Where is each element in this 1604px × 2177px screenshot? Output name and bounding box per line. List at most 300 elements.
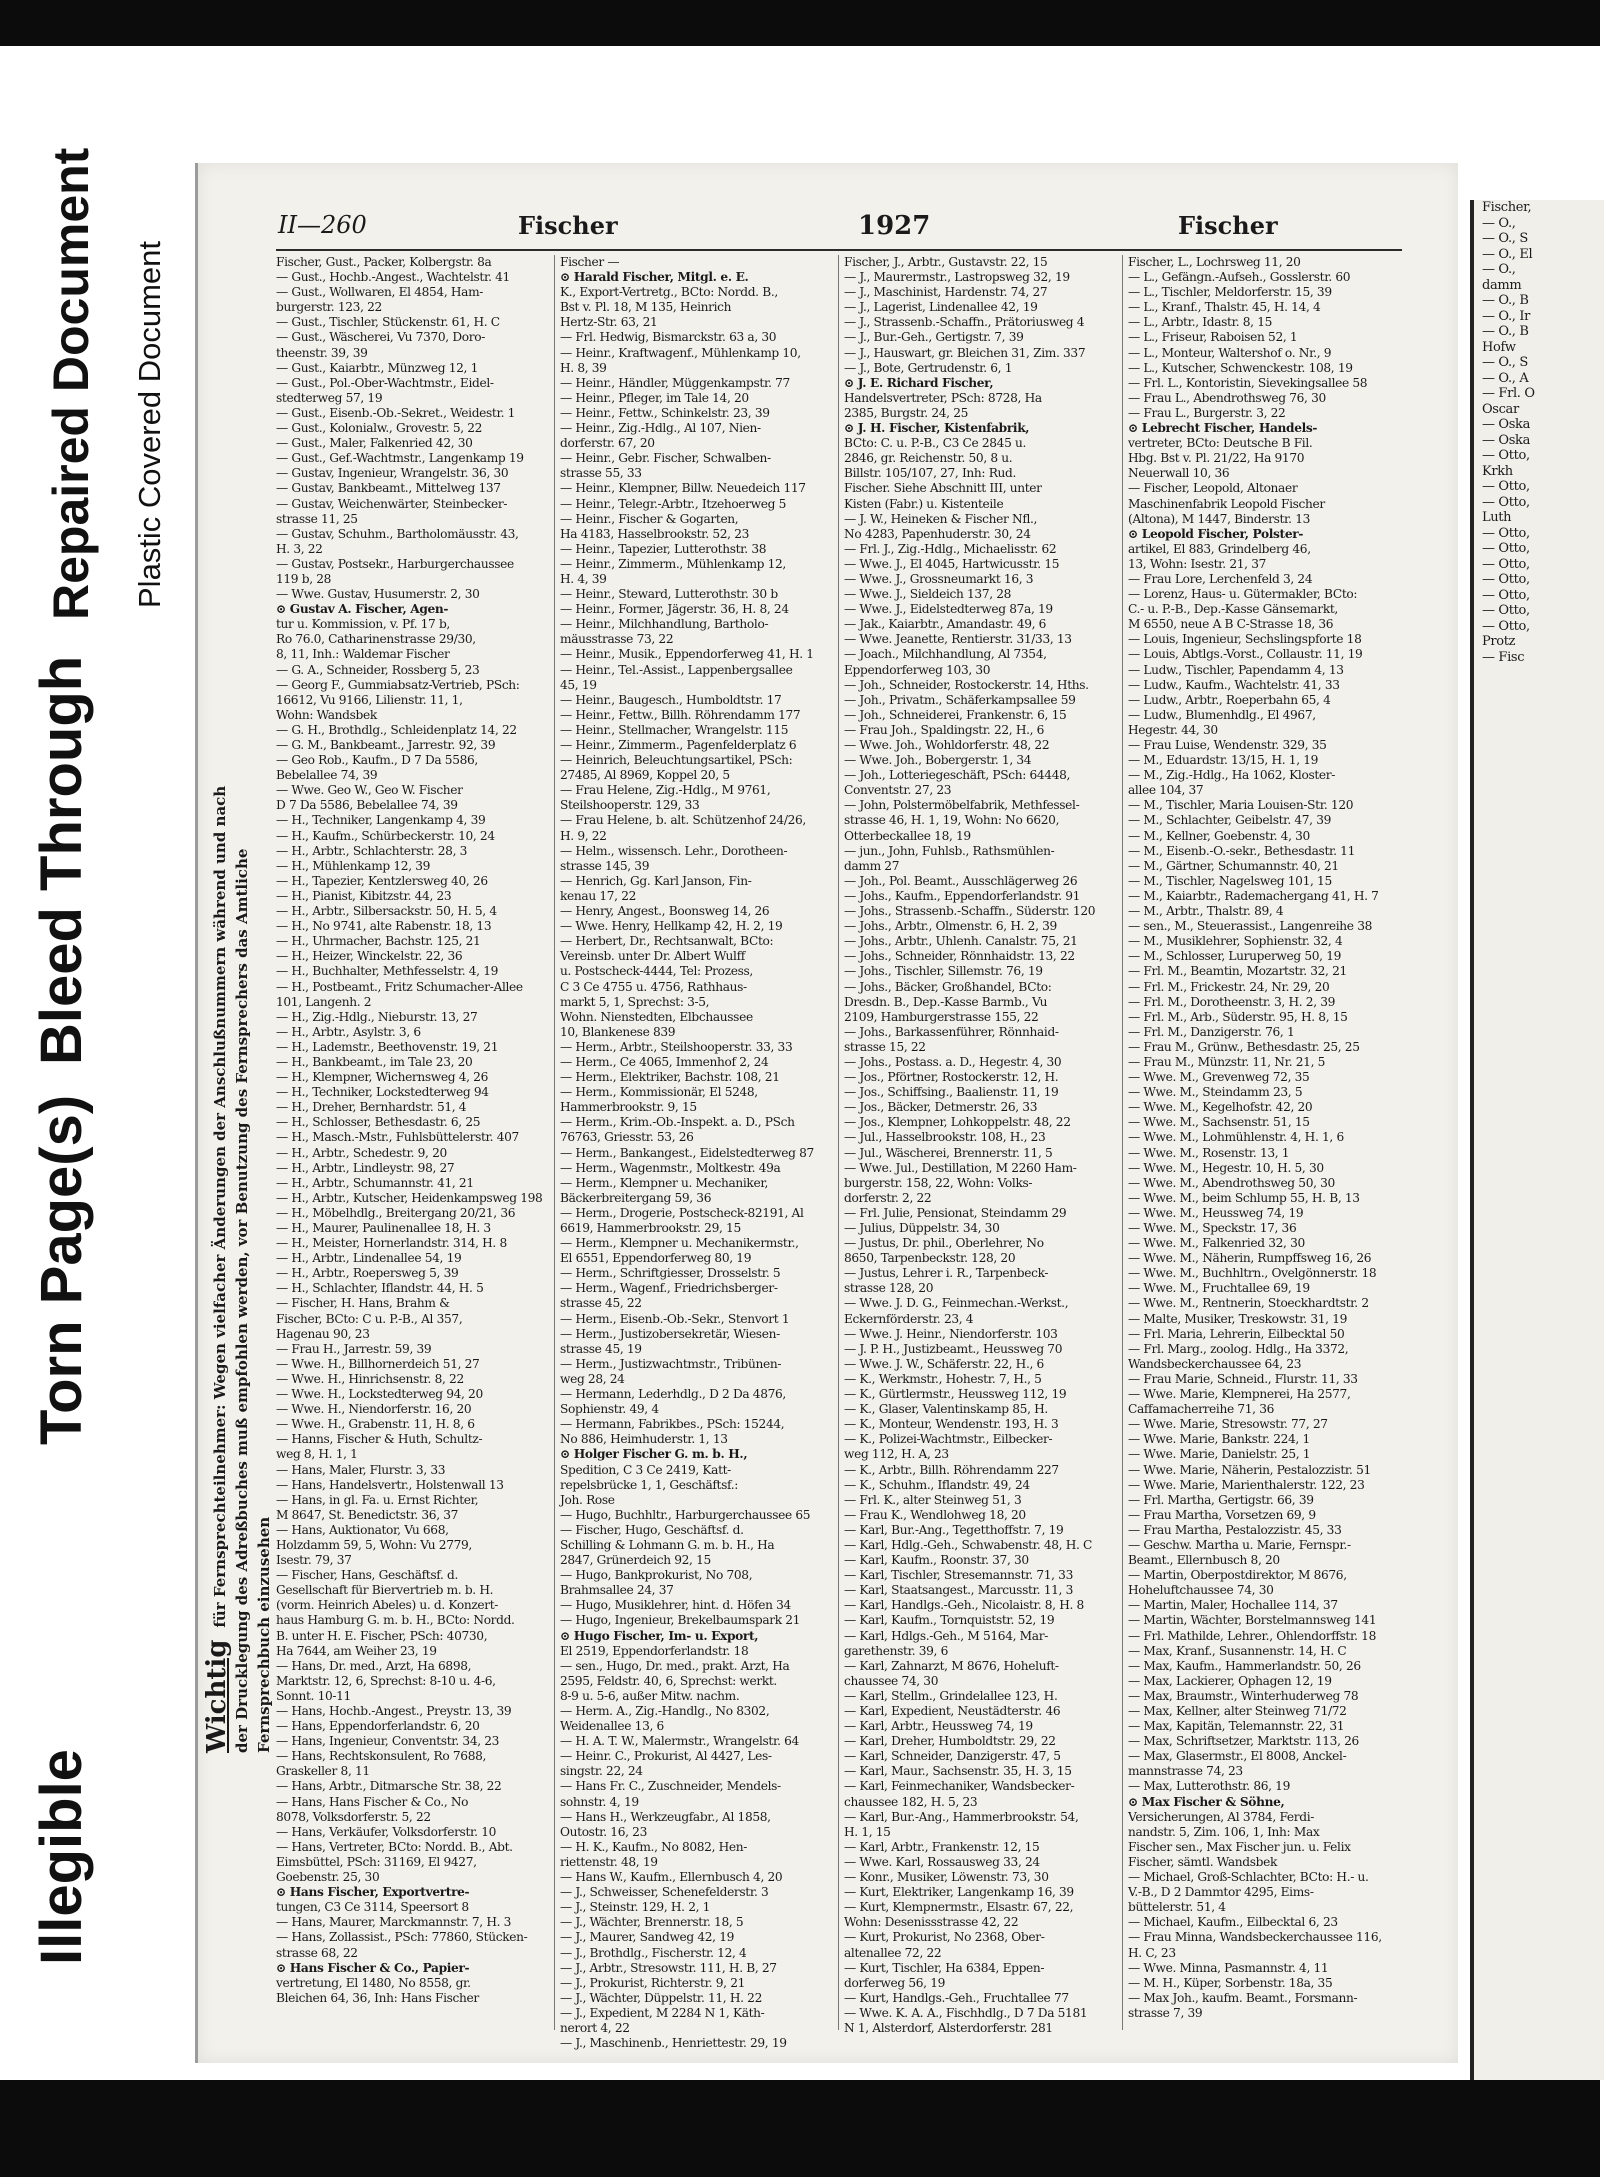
directory-entry: B. unter H. E. Fischer, PSch: 40730,	[276, 1628, 488, 1643]
directory-entry: — Frau Martha, Vorsetzen 69, 9	[1128, 1507, 1316, 1522]
directory-entry: — Karl, Handlgs.-Geh., Nicolaistr. 8, H. 8	[844, 1598, 1084, 1613]
directory-entry: — Herm., Kommissionär, El 5248,	[560, 1085, 758, 1100]
directory-entry: — J., Bote, Gertrudenstr. 6, 1	[844, 360, 1013, 375]
directory-entry: El 6551, Eppendorferweg 80, 19	[560, 1251, 752, 1266]
page-number: II—260	[278, 211, 367, 239]
directory-entry: — H., Arbtr., Schumannstr. 41, 21	[276, 1175, 474, 1190]
directory-entry: — Martin, Wächter, Borstelmannsweg 141	[1128, 1613, 1377, 1628]
fragment-line: — Otto,	[1482, 603, 1530, 618]
directory-entry: 2847, Grünerdeich 92, 15	[560, 1553, 711, 1568]
directory-entry: — Max, Kranf., Susannenstr. 14, H. C	[1128, 1643, 1347, 1658]
directory-entry: — Frl. L., Kontoristin, Sievekingsallee 58	[1128, 375, 1368, 390]
fragment-line: — Oska	[1482, 417, 1530, 432]
directory-entry: — Jos., Bäcker, Detmerstr. 26, 33	[844, 1100, 1038, 1115]
directory-entry: 8, 11, Inh.: Waldemar Fischer	[276, 647, 450, 662]
directory-entry: — Wwe. Marie, Danielstr. 25, 1	[1128, 1447, 1311, 1462]
directory-entry: V.-B., D 2 Dammtor 4295, Eims-	[1128, 1885, 1314, 1900]
directory-entry: — Max, Kaufm., Hammerlandstr. 50, 26	[1128, 1658, 1361, 1673]
directory-entry: riettenstr. 48, 19	[560, 1854, 658, 1869]
directory-entry: H. 8, 39	[560, 360, 607, 375]
directory-entry: — Frau M., Münzstr. 11, Nr. 21, 5	[1128, 1054, 1326, 1069]
directory-entry: — Heinr. C., Prokurist, Al 4427, Les-	[560, 1749, 772, 1764]
directory-entry: — Herm., Ce 4065, Immenhof 2, 24	[560, 1054, 769, 1069]
directory-entry: — Heinr., Pfleger, im Tale 14, 20	[560, 390, 749, 405]
directory-entry: — Karl, Schneider, Danzigerstr. 47, 5	[844, 1749, 1061, 1764]
fragment-line: Luth	[1482, 510, 1512, 525]
directory-entry: Weidenallee 13, 6	[560, 1719, 664, 1734]
directory-entry: — Jos., Pförtner, Rostockerstr. 12, H.	[844, 1070, 1059, 1085]
directory-entry: Bäckerbreitergang 59, 36	[560, 1190, 712, 1205]
directory-entry: — Kurt, Handlgs.-Geh., Fruchtallee 77	[844, 1990, 1069, 2005]
directory-entry: — Henry, Angest., Boonsweg 14, 26	[560, 904, 770, 919]
directory-entry: — J., Lagerist, Lindenallee 42, 19	[844, 300, 1038, 315]
directory-entry: — Wwe. M., Rosenstr. 13, 1	[1128, 1145, 1290, 1160]
directory-entry: — Frau H., Jarrestr. 59, 39	[276, 1341, 432, 1356]
directory-entry: — J., Brothdlg., Fischerstr. 12, 4	[560, 1945, 747, 1960]
directory-entry: — Wwe. Geo W., Geo W. Fischer	[276, 783, 463, 798]
directory-entry: — H., Arbtr., Roepersweg 5, 39	[276, 1266, 459, 1281]
directory-entry: — K., Gürtlermstr., Heussweg 112, 19	[844, 1387, 1067, 1402]
directory-entry: Isestr. 79, 37	[276, 1553, 352, 1568]
directory-entry: — H., No 9741, alte Rabenstr. 18, 13	[276, 919, 492, 934]
directory-entry: — Karl, Maur., Sachsenstr. 35, H. 3, 15	[844, 1764, 1072, 1779]
directory-entry: Eckernförderstr. 23, 4	[844, 1311, 974, 1326]
directory-entry: altenallee 72, 22	[844, 1945, 942, 1960]
directory-entry: — sen., M., Steuerassist., Langenreihe 38	[1128, 919, 1372, 934]
directory-entry: — Hans, Dr. med., Arzt, Ha 6898,	[276, 1658, 472, 1673]
directory-entry: 101, Langenh. 2	[276, 994, 372, 1009]
directory-entry: — Michael, Kaufm., Eilbecktal 6, 23	[1128, 1915, 1338, 1930]
directory-entry: — Wwe. J., Eidelstedterweg 87a, 19	[844, 602, 1053, 617]
directory-entry: stedterweg 57, 19	[276, 390, 383, 405]
directory-entry: — Jos., Klempner, Lohkoppelstr. 48, 22	[844, 1115, 1071, 1130]
directory-entry: — Wwe. J., Grossneumarkt 16, 3	[844, 571, 1034, 586]
fragment-line: Krkh	[1482, 463, 1513, 479]
directory-entry: — J., Expedient, M 2284 N 1, Käth-	[560, 2005, 765, 2020]
directory-entry: — G. A., Schneider, Rossberg 5, 23	[276, 662, 480, 677]
directory-entry: tur u. Kommission, v. Pf. 17 b,	[276, 617, 450, 632]
directory-entry: — Ludw., Blumenhdlg., El 4967,	[1128, 707, 1316, 722]
directory-entry: — Malte, Musiker, Treskowstr. 31, 19	[1128, 1311, 1348, 1326]
directory-entry: — H., Arbtr., Kutscher, Heidenkampsweg 198	[276, 1190, 543, 1205]
directory-entry: — Johs., Postass. a. D., Hegestr. 4, 30	[844, 1054, 1062, 1069]
directory-entry: — Hans, Handelsvertr., Holstenwall 13	[276, 1477, 504, 1492]
directory-entry: — Wwe. M., Rentnerin, Stoeckhardtstr. 2	[1128, 1296, 1369, 1311]
directory-entry: — Gust., Hochb.-Angest., Wachtelstr. 41	[276, 270, 510, 285]
directory-entry: 2109, Hamburgerstrasse 155, 22	[844, 1009, 1039, 1024]
directory-entry: — H., Techniker, Lockstedterweg 94	[276, 1085, 489, 1100]
directory-entry: Wohn. Nienstedten, Elbchaussee	[560, 1009, 753, 1024]
directory-entry: — Wwe. H., Niendorferstr. 16, 20	[276, 1402, 472, 1417]
fragment-line: — Oska	[1482, 432, 1530, 448]
directory-entry: Fischer, BCto: C u. P.-B., Al 357,	[276, 1311, 463, 1326]
directory-entry: strasse 145, 39	[560, 858, 650, 873]
label-torn-pages: Torn Page(s)	[29, 1094, 94, 1445]
directory-entry: H. 3, 22	[276, 541, 323, 556]
directory-entry: 8-9 u. 5-6, außer Mitw. nachm.	[560, 1688, 740, 1703]
directory-entry: 16612, Vu 9166, Lilienstr. 11, 1,	[276, 692, 463, 707]
directory-entry: Gesellschaft für Biervertrieb m. b. H.	[276, 1583, 494, 1598]
directory-entry: — Kurt, Tischler, Ha 6384, Eppen-	[844, 1960, 1045, 1975]
directory-entry: strasse 55, 33	[560, 466, 642, 481]
fragment-line: — O., B	[1482, 293, 1529, 308]
directory-entry: — Wwe. Henry, Hellkamp 42, H. 2, 19	[560, 919, 783, 934]
directory-entry: 119 b, 28	[276, 571, 332, 586]
fragment-line: — O., A	[1482, 370, 1529, 386]
directory-entry: ⊙ Hans Fischer, Exportvertre-	[276, 1885, 470, 1900]
directory-entry: — Frau L., Burgerstr. 3, 22	[1128, 405, 1286, 420]
directory-entry: M 8647, St. Benedictstr. 36, 37	[276, 1507, 459, 1522]
directory-entry: — Jul., Wäscherei, Brennerstr. 11, 5	[844, 1145, 1053, 1160]
directory-entry: — Hugo, Buchhltr., Harburgerchaussee 65	[560, 1507, 811, 1522]
directory-entry: — L., Kranf., Thalstr. 45, H. 14, 4	[1128, 300, 1321, 315]
directory-entry: — Frl. M., Danzigerstr. 76, 1	[1128, 1024, 1295, 1039]
directory-entry: kenau 17, 22	[560, 888, 637, 903]
directory-entry: strasse 45, 22	[560, 1296, 642, 1311]
directory-entry: 2385, Burgstr. 24, 25	[844, 405, 968, 420]
directory-entry: — Joh., Pol. Beamt., Ausschlägerweg 26	[844, 873, 1078, 888]
directory-entry: — Frl. M., Arb., Süderstr. 95, H. 8, 15	[1128, 1009, 1348, 1024]
directory-entry: — Geschw. Martha u. Marie, Fernspr.-	[1128, 1537, 1351, 1552]
directory-entry: H. 1, 15	[844, 1824, 891, 1839]
directory-entry: — L., Gefängn.-Aufseh., Gosslerstr. 60	[1128, 270, 1351, 285]
directory-entry: — Helm., wissensch. Lehr., Dorotheen-	[560, 843, 788, 858]
directory-entry: — Frl. Mathilde, Lehrer., Ohlendorffstr. 18	[1128, 1628, 1376, 1643]
directory-entry: — Wwe. Jeanette, Rentierstr. 31/33, 13	[844, 632, 1072, 647]
directory-entry: — Wwe. H., Billhornerdeich 51, 27	[276, 1356, 480, 1371]
directory-entry: Hbg. Bst v. Pl. 21/22, Ha 9170	[1128, 451, 1305, 466]
directory-entry: — Max, Glasermstr., El 8008, Anckel-	[1128, 1749, 1347, 1764]
directory-entry: — Wwe. J., El 4045, Hartwicusstr. 15	[844, 556, 1060, 571]
directory-entry: — Karl, Hdlgs.-Geh., M 5164, Mar-	[844, 1628, 1048, 1643]
directory-entry: Versicherungen, Al 3784, Ferdi-	[1128, 1809, 1315, 1824]
directory-entry: Kisten (Fabr.) u. Kistenteile	[844, 496, 1004, 511]
directory-entry: — L., Arbtr., Idastr. 8, 15	[1128, 315, 1273, 330]
directory-entry: — Frau K., Wendlohweg 18, 20	[844, 1507, 1026, 1522]
directory-entry: strasse 128, 20	[844, 1281, 934, 1296]
directory-entry: — M., Eisenb.-O.-sekr., Bethesdastr. 11	[1128, 843, 1355, 858]
directory-entry: — K., Arbtr., Billh. Röhrendamm 227	[844, 1462, 1059, 1477]
directory-entry: — Heinr., Stellmacher, Wrangelstr. 115	[560, 722, 789, 737]
directory-entry: Outostr. 16, 23	[560, 1824, 647, 1839]
directory-entry: vertretung, El 1480, No 8558, gr.	[276, 1975, 471, 1990]
fragment-line: — Otto,	[1482, 479, 1530, 494]
directory-entry: burgerstr. 158, 22, Wohn: Volks-	[844, 1175, 1033, 1190]
directory-entry: (vorm. Heinrich Abeles) u. d. Konzert-	[276, 1598, 499, 1613]
directory-entry: — Gust., Kaiarbtr., Münzweg 12, 1	[276, 360, 478, 375]
directory-entry: — Karl, Stellm., Grindelallee 123, H.	[844, 1688, 1058, 1703]
directory-entry: — H., Bankbeamt., im Tale 23, 20	[276, 1054, 473, 1069]
directory-entry: — Karl, Arbtr., Frankenstr. 12, 15	[844, 1839, 1040, 1854]
directory-entry: — J., Maurer, Sandweg 42, 19	[560, 1930, 735, 1945]
directory-entry: — H., Heizer, Winckelstr. 22, 36	[276, 949, 463, 964]
directory-entry: — Frau Joh., Spaldingstr. 22, H., 6	[844, 722, 1045, 737]
directory-entry: allee 104, 37	[1128, 783, 1204, 798]
directory-entry: — Herm., Eisenb.-Ob.-Sekr., Stenvort 1	[560, 1311, 790, 1326]
directory-entry: — Herm., Wagenmstr., Moltkestr. 49a	[560, 1160, 781, 1175]
notice-text: für Fernsprechteilnehmer: Wegen vielfacher Änderungen der Anschlußnummern während und nach der Drucklegung des Adreßbuches muß empfohlen werden, vor Benutzung des Fernsprechers das Amtliche Fernsprechbuch einzusehen	[211, 785, 273, 1753]
directory-entry: — Heinr., Steward, Lutterothstr. 30 b	[560, 587, 778, 602]
fragment-line: — Otto,	[1482, 556, 1530, 572]
directory-entry: — Wwe. H., Grabenstr. 11, H. 8, 6	[276, 1417, 475, 1432]
directory-entry: — Wwe. M., Abendrothsweg 50, 30	[1128, 1175, 1335, 1190]
directory-entry: — Karl, Bur.-Ang., Tegetthoffstr. 7, 19	[844, 1522, 1064, 1537]
directory-entry: Bst v. Pl. 18, M 135, Heinrich	[560, 300, 732, 315]
directory-entry: — jun., John, Fuhlsb., Rathsmühlen-	[844, 843, 1055, 858]
directory-entry: — Justus, Dr. phil., Oberlehrer, No	[844, 1236, 1044, 1251]
directory-entry: dorferweg 56, 19	[844, 1975, 945, 1990]
directory-entry: ⊙ Gustav A. Fischer, Agen-	[276, 602, 449, 617]
directory-entry: — Heinr., Fettw., Billh. Röhrendamm 177	[560, 707, 801, 722]
directory-entry: — Wwe. Minna, Pasmannstr. 4, 11	[1128, 1960, 1329, 1975]
directory-entry: — Heinr., Musik., Eppendorferweg 41, H. 1	[560, 647, 814, 662]
directory-entry: — Julius, Düppelstr. 34, 30	[844, 1221, 1000, 1235]
directory-entry: — Heinr., Tapezier, Lutterothstr. 38	[560, 541, 767, 556]
directory-entry: — Gust., Gef.-Wachtmstr., Langenkamp 19	[276, 451, 524, 466]
directory-entry: — Joach., Milchhandlung, Al 7354,	[844, 647, 1047, 662]
directory-entry: strasse 15, 22	[844, 1039, 926, 1054]
directory-entry: Sonnt. 10-11	[276, 1688, 351, 1703]
directory-entry: — Karl, Zahnarzt, M 8676, Hoheluft-	[844, 1658, 1059, 1673]
telephone-notice	[202, 753, 275, 1753]
directory-entry: — Wwe. H., Lockstedterweg 94, 20	[276, 1387, 483, 1402]
directory-entry: — Johs., Arbtr., Olmenstr. 6, H. 2, 39	[844, 919, 1057, 934]
directory-entry: Fischer, Gust., Packer, Kolbergstr. 8a	[276, 255, 492, 269]
directory-entry: — Hugo, Musiklehrer, hint. d. Höfen 34	[560, 1598, 791, 1613]
directory-entry: — Johs., Strassenb.-Schaffn., Süderstr. 120	[844, 904, 1096, 919]
directory-entry: — Wwe. K. A. A., Fischhdlg., D 7 Da 5181	[844, 2005, 1088, 2020]
directory-entry: 8650, Tarpenbeckstr. 128, 20	[844, 1251, 1016, 1266]
directory-entry: — Frl. Julie, Pensionat, Steindamm 29	[844, 1205, 1067, 1220]
directory-entry: — Hermann, Lederhdlg., D 2 Da 4876,	[560, 1387, 786, 1402]
directory-entry: — Hans W., Kaufm., Ellernbusch 4, 20	[560, 1870, 783, 1885]
directory-entry: — Frau Helene, b. alt. Schützenhof 24/26,	[560, 813, 806, 828]
directory-entry: — Frl. Hedwig, Bismarckstr. 63 a, 30	[560, 330, 777, 345]
fragment-line: — O., B	[1482, 324, 1529, 339]
directory-entry: — Heinr., Gebr. Fischer, Schwalben-	[560, 451, 771, 466]
directory-entry: — Wwe. Marie, Klempnerei, Ha 2577,	[1128, 1387, 1351, 1402]
fragment-line: — O., S	[1482, 231, 1528, 246]
directory-entry: — Karl, Kaufm., Roonstr. 37, 30	[844, 1553, 1029, 1568]
directory-entry: Sophienstr. 49, 4	[560, 1402, 659, 1417]
directory-entry: — Herm., Klempner u. Mechanikermstr.,	[560, 1236, 799, 1251]
directory-entry: — Frau L., Abendrothsweg 76, 30	[1128, 390, 1326, 405]
directory-entry: — H., Arbtr., Lindleystr. 98, 27	[276, 1160, 455, 1175]
fragment-line: — Otto,	[1482, 494, 1530, 510]
directory-entry: — M., Kaiarbtr., Rademachergang 41, H. 7	[1128, 888, 1379, 903]
directory-entry: — Wwe. J. D. G., Feinmechan.-Werkst.,	[844, 1296, 1069, 1311]
directory-entry: — Jul., Hasselbrookstr. 108, H., 23	[844, 1130, 1046, 1145]
directory-entry: — Frl. M., Dorotheenstr. 3, H. 2, 39	[1128, 994, 1336, 1009]
directory-entry: — H., Arbtr., Asylstr. 3, 6	[276, 1024, 421, 1039]
directory-entry: strasse 68, 22	[276, 1945, 358, 1960]
directory-entry: — H., Uhrmacher, Bachstr. 125, 21	[276, 934, 481, 949]
directory-entry: — Gust., Wäscherei, Vu 7370, Doro-	[276, 330, 485, 345]
directory-entry: — Louis, Ingenieur, Sechslingspforte 18	[1128, 632, 1362, 647]
directory-entry: — M., Tischler, Nagelsweg 101, 15	[1128, 873, 1332, 888]
directory-entry: — Jak., Kaiarbtr., Amandastr. 49, 6	[844, 617, 1047, 632]
directory-entry: — Hans Fr. C., Zuschneider, Mendels-	[560, 1779, 781, 1794]
directory-entry: strasse 46, H. 1, 19, Wohn: No 6620,	[844, 813, 1060, 828]
directory-columns	[276, 255, 1406, 2055]
directory-entry: ⊙ J. E. Richard Fischer,	[844, 375, 994, 390]
directory-entry: — M., Schlachter, Geibelstr. 47, 39	[1128, 813, 1332, 828]
directory-entry: — L., Friseur, Raboisen 52, 1	[1128, 330, 1298, 345]
directory-entry: — Joh., Schneiderei, Frankenstr. 6, 15	[844, 707, 1067, 722]
directory-entry: ⊙ Hugo Fischer, Im- u. Export,	[560, 1628, 759, 1643]
directory-entry: — Frl. K., alter Steinweg 51, 3	[844, 1492, 1022, 1507]
head-name-right: Fischer	[1178, 211, 1278, 240]
directory-entry: — Heinr., Milchhandlung, Bartholo-	[560, 617, 769, 632]
directory-entry: — J., Maurermstr., Lastropsweg 32, 19	[844, 270, 1070, 285]
directory-entry: — Max, Lutterothstr. 86, 19	[1128, 1779, 1290, 1794]
directory-entry: — K., Polizei-Wachtmstr., Eilbecker-	[844, 1432, 1053, 1447]
directory-entry: — Heinr., Baugesch., Humboldtstr. 17	[560, 692, 782, 707]
directory-entry: — K., Monteur, Wendenstr. 193, H. 3	[844, 1417, 1059, 1432]
directory-entry: — Kurt, Klempnermstr., Elsastr. 67, 22,	[844, 1900, 1074, 1915]
directory-entry: — Frl. Martha, Gertigstr. 66, 39	[1128, 1492, 1314, 1507]
directory-entry: mannstrasse 74, 23	[1128, 1764, 1243, 1779]
directory-entry: — J., Maschinenb., Henriettestr. 29, 19	[560, 2036, 787, 2051]
directory-entry: damm 27	[844, 858, 900, 873]
directory-entry: — Karl, Arbtr., Heussweg 74, 19	[844, 1719, 1033, 1734]
directory-entry: — Wwe. M., Heussweg 74, 19	[1128, 1205, 1304, 1220]
directory-entry: singstr. 22, 24	[560, 1764, 643, 1779]
directory-entry: Schilling & Lohmann G. m. b. H., Ha	[560, 1537, 775, 1552]
directory-entry: u. Postscheck-4444, Tel: Prozess,	[560, 964, 753, 979]
directory-entry: — Gust., Eisenb.-Ob.-Sekret., Weidestr. 1	[276, 405, 516, 420]
directory-entry: Fischer, J., Arbtr., Gustavstr. 22, 15	[844, 255, 1048, 269]
directory-entry: — Fischer, Hugo, Geschäftsf. d.	[560, 1522, 744, 1537]
directory-entry: — Herbert, Dr., Rechtsanwalt, BCto:	[560, 934, 774, 949]
directory-entry: — Johs., Kaufm., Eppendorferlandstr. 91	[844, 888, 1081, 903]
directory-entry: — Frau Lore, Lerchenfeld 3, 24	[1128, 571, 1313, 586]
directory-entry: — M., Eduardstr. 13/15, H. 1, 19	[1128, 753, 1319, 768]
directory-entry: — Wwe. M., beim Schlump 55, H. B, 13	[1128, 1190, 1360, 1205]
directory-entry: — Wwe. Joh., Wohldorferstr. 48, 22	[844, 738, 1050, 752]
directory-entry: Otterbeckallee 18, 19	[844, 828, 971, 843]
directory-entry: — H., Techniker, Langenkamp 4, 39	[276, 813, 486, 828]
directory-entry: — G. M., Bankbeamt., Jarrestr. 92, 39	[276, 738, 496, 752]
directory-entry: — M., Kellner, Goebenstr. 4, 30	[1128, 828, 1310, 843]
directory-entry: — Karl, Tischler, Stresemannstr. 71, 33	[844, 1568, 1073, 1583]
directory-entry: — Frl. Marg., zoolog. Hdlg., Ha 3372,	[1128, 1341, 1349, 1356]
head-year: 1927	[858, 211, 931, 241]
directory-entry: Neuerwall 10, 36	[1128, 466, 1230, 481]
fragment-line: — Otto,	[1482, 587, 1530, 603]
directory-entry: — Heinr., Fettw., Schinkelstr. 23, 39	[560, 405, 770, 420]
directory-entry: — Wwe. J. Heinr., Niendorferstr. 103	[844, 1326, 1058, 1341]
directory-entry: Hagenau 90, 23	[276, 1326, 370, 1341]
directory-entry: — Wwe. M., Näherin, Rumpffsweg 16, 26	[1128, 1251, 1372, 1266]
directory-entry: 27485, Al 8969, Koppel 20, 5	[560, 768, 730, 783]
directory-entry: ⊙ Max Fischer & Söhne,	[1128, 1794, 1285, 1809]
directory-entry: artikel, El 883, Grindelberg 46,	[1128, 541, 1311, 556]
directory-entry: — Hans, Arbtr., Ditmarsche Str. 38, 22	[276, 1779, 502, 1794]
head-name-left: Fischer	[518, 211, 618, 240]
directory-entry: — Heinr., Zig.-Hdlg., Al 107, Nien-	[560, 421, 761, 436]
directory-entry: ⊙ Holger Fischer G. m. b. H.,	[560, 1447, 748, 1462]
directory-entry: — Hans, Ingenieur, Conventstr. 34, 23	[276, 1734, 500, 1749]
directory-entry: — Frau M., Grünw., Bethesdastr. 25, 25	[1128, 1039, 1360, 1054]
directory-entry: — H., Kaufm., Schürbeckerstr. 10, 24	[276, 828, 495, 843]
directory-entry: — Wwe. M., Sachsenstr. 51, 15	[1128, 1115, 1310, 1130]
directory-entry: — Frl. Maria, Lehrerin, Eilbecktal 50	[1128, 1326, 1345, 1341]
scan-top-band	[0, 0, 1600, 46]
directory-entry: tungen, C3 Ce 3114, Speersort 8	[276, 1900, 469, 1915]
directory-entry: Ha 7644, am Weiher 23, 19	[276, 1643, 437, 1658]
directory-entry: — H., Schlachter, Iflandstr. 44, H. 5	[276, 1281, 484, 1296]
directory-entry: — Hans H., Werkzeugfabr., Al 1858,	[560, 1809, 771, 1824]
fragment-line: — Otto,	[1482, 541, 1530, 556]
directory-entry: strasse 11, 25	[276, 511, 358, 526]
directory-entry: — Max, Braumstr., Winterhuderweg 78	[1128, 1688, 1359, 1703]
directory-entry: — Herm., Drogerie, Postscheck-82191, Al	[560, 1205, 804, 1220]
directory-entry: — H., Postbeamt., Fritz Schumacher-Allee	[276, 979, 523, 994]
fragment-line: — Otto,	[1482, 618, 1530, 634]
directory-entry: — H., Arbtr., Schlachterstr. 28, 3	[276, 843, 468, 858]
directory-entry: 10, Blankenese 839	[560, 1024, 676, 1039]
directory-entry: Ha 4183, Hasselbrookstr. 52, 23	[560, 526, 750, 541]
directory-entry: H. 4, 39	[560, 571, 607, 586]
directory-entry: — H., Arbtr., Lindenallee 54, 19	[276, 1251, 462, 1266]
directory-entry: Fischer sen., Max Fischer jun. u. Felix	[1128, 1839, 1351, 1854]
directory-entry: Ro 76.0, Catharinenstrasse 29/30,	[276, 632, 476, 647]
directory-entry: — Heinr., Zimmerm., Pagenfelderplatz 6	[560, 738, 797, 752]
directory-entry: — Hans, Hans Fischer & Co., No	[276, 1794, 469, 1809]
directory-entry: Hegestr. 44, 30	[1128, 722, 1218, 737]
column-3	[844, 255, 1114, 2035]
directory-entry: ⊙ Leopold Fischer, Polster-	[1128, 526, 1304, 541]
label-repaired-document: Repaired Document	[43, 147, 99, 620]
directory-entry: — Henrich, Gg. Karl Janson, Fin-	[560, 873, 752, 888]
fragment-line: — O.,	[1482, 215, 1516, 231]
directory-entry: — Hugo, Bankprokurist, No 708,	[560, 1568, 753, 1583]
directory-entry: Wandsbeckerchaussee 64, 23	[1128, 1356, 1302, 1371]
directory-entry: — Joh., Lotteriegeschäft, PSch: 64448,	[844, 768, 1071, 783]
directory-entry: — Johs., Bäcker, Großhandel, BCto:	[844, 979, 1052, 994]
directory-entry: — Geo Rob., Kaufm., D 7 Da 5586,	[276, 753, 478, 768]
directory-entry: — Wwe. Joh., Bobergerstr. 1, 34	[844, 753, 1032, 768]
directory-entry: ⊙ Hans Fischer & Co., Papier-	[276, 1960, 470, 1975]
directory-entry: — Wwe. M., Grevenweg 72, 35	[1128, 1070, 1310, 1085]
directory-entry: — J., Wächter, Brennerstr. 18, 5	[560, 1915, 744, 1930]
directory-entry: — Wwe. J., Sieldeich 137, 28	[844, 587, 1012, 602]
directory-entry: Graskeller 8, 11	[276, 1764, 370, 1779]
directory-entry: — J., Schweisser, Schenefelderstr. 3	[560, 1885, 769, 1900]
directory-entry: Brahmsallee 24, 37	[560, 1583, 674, 1598]
fragment-line: damm	[1482, 277, 1522, 293]
directory-entry: — Heinr., Former, Jägerstr. 36, H. 8, 24	[560, 602, 789, 617]
directory-entry: Spedition, C 3 Ce 2419, Katt-	[560, 1462, 731, 1477]
directory-entry: Dresdn. B., Dep.-Kasse Barmb., Vu	[844, 994, 1048, 1009]
directory-entry: — Wwe. M., Kegelhofstr. 42, 20	[1128, 1100, 1313, 1115]
directory-entry: — Michael, Groß-Schlachter, BCto: H.- u.	[1128, 1870, 1369, 1885]
directory-entry: — Karl, Expedient, Neustädterstr. 46	[844, 1704, 1061, 1718]
directory-entry: Hoheluftchaussee 74, 30	[1128, 1583, 1274, 1598]
directory-entry: — Wwe. M., Hegestr. 10, H. 5, 30	[1128, 1160, 1324, 1175]
directory-entry: — Hans, Zollassist., PSch: 77860, Stücken-	[276, 1930, 528, 1945]
directory-entry: No 4283, Papenhuderstr. 30, 24	[844, 526, 1031, 541]
directory-entry: — Hans, Maler, Flurstr. 3, 33	[276, 1462, 446, 1477]
directory-entry: — Herm., Bankangest., Eidelstedterweg 87	[560, 1145, 814, 1160]
adjacent-page-fragments	[1482, 200, 1602, 2080]
directory-entry: — Jos., Schiffsing., Baalienstr. 11, 19	[844, 1085, 1059, 1100]
directory-entry: — M., Zig.-Hdlg., Ha 1062, Kloster-	[1128, 768, 1336, 783]
directory-entry: burgerstr. 123, 22	[276, 300, 382, 315]
directory-entry: — Wwe. M., Speckstr. 17, 36	[1128, 1221, 1297, 1235]
directory-entry: — K., Schuhm., Iflandstr. 49, 24	[844, 1477, 1030, 1492]
